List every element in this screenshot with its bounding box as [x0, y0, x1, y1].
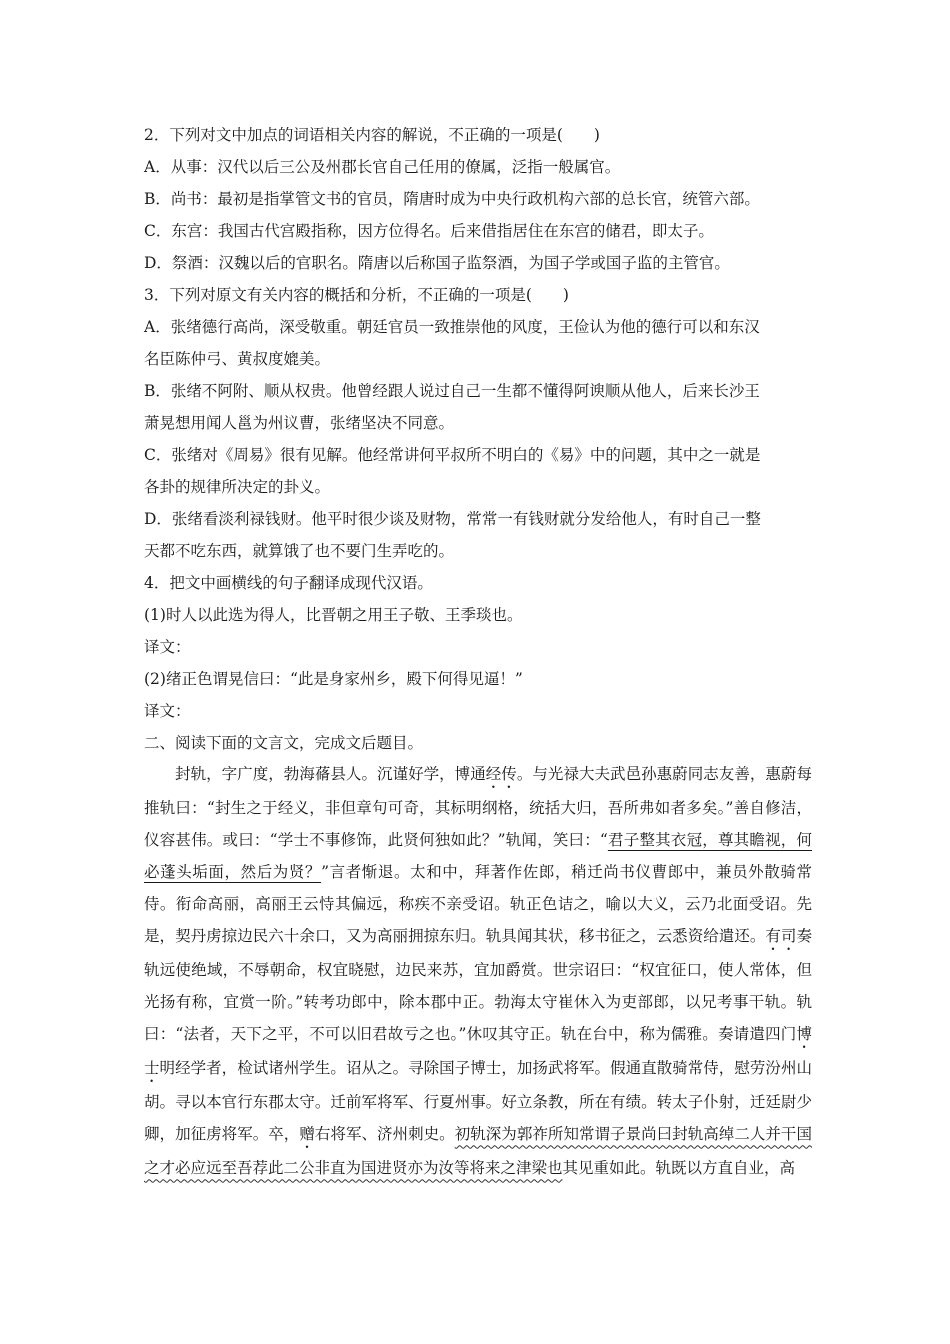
- wavy-underlined-sentence: 初轨深为郭祚所知常谓子景尚曰封轨高绰二人并干国之才必应远至吾荐此二公非直为国进贤亦为汝等将来之津梁也: [144, 1125, 812, 1178]
- passage-text: 。与光禄大夫武邑孙惠蔚同志友善，惠蔚每推轨曰：“封生之于经义，非但章句可奇，其标明纲格，统括大归，吾所弗如者多矣。”善自修洁，仪容甚伟。或曰：“学士不事修饰，此贤何独如此？”轨闻，笑曰：“: [144, 765, 812, 850]
- passage-text: 明经学者，检试诸州学生。诏从之。寻除国子博士，加扬武将军。假通直散骑常侍，慰劳汾州山胡。寻以本官行东郡太守。迁前军将军、行夏州事。好立条教，所在有绩。转太子仆射，迁廷尉少卿，加征虏将军。卒，: [144, 1059, 812, 1144]
- q4-translation-2-label: 译文：: [144, 702, 191, 720]
- q2-stem: 2．下列对文中加点的词语相关内容的解说，不正确的一项是( ): [144, 126, 600, 144]
- passage-text: ”言者惭退。太和中，拜著作佐郎，稍迁尚书仪曹郎中，兼员外散骑常侍。衔命高丽，高丽王云恃其偏远，称疾不亲受诏。轨正色诘之，喻以大义，云乃北面受诏。先是，契丹虏掠边民六十余口，又为高丽拥掠东归。轨具闻其状，移书征之，云悉资给遣还。: [144, 863, 812, 946]
- dotted-term: 赠: [299, 1125, 315, 1144]
- q4-stem: 4．把文中画横线的句子翻译成现代汉语。: [144, 574, 433, 592]
- q3-option-c: C．张绪对《周易》很有见解。他经常讲何平叔所不明白的《易》中的问题，其中之一就是: [144, 446, 761, 464]
- passage-text: 封轨，字广度，勃海蓨县人。沉谨好学，博通: [175, 765, 486, 783]
- passage-text: 其见重如此。轨既以方直自业，高: [562, 1159, 796, 1178]
- q2-option-d: D．祭酒：汉魏以后的官职名。隋唐以后称国子监祭酒，为国子学或国子监的主管官。: [144, 254, 730, 272]
- q4-sentence-1: (1)时人以此选为得人，比晋朝之用王子敬、王季琰也。: [144, 606, 523, 624]
- q4-translation-1-label: 译文：: [144, 638, 191, 656]
- classical-passage: [144, 758, 812, 1184]
- q3-option-d-cont: 天都不吃东西，就算饿了也不要门生弄吃的。: [144, 542, 455, 560]
- q2-option-b: B．尚书：最初是指掌管文书的官员，隋唐时成为中央行政机构六部的总长官，统管六部。: [144, 190, 760, 208]
- passage-text: 右将军、济州刺史。: [314, 1125, 455, 1144]
- dotted-term: 有司: [765, 927, 797, 946]
- q4-sentence-2: (2)绪正色谓晃信曰：“此是身家州乡，殿下何得见逼！”: [144, 670, 523, 688]
- q3-option-b: B．张绪不阿附、顺从权贵。他曾经跟人说过自己一生都不懂得阿谀顺从他人，后来长沙王: [144, 382, 760, 400]
- q3-option-a-cont: 名臣陈仲弓、黄叔度媲美。: [144, 350, 331, 368]
- dotted-term: 经传: [485, 765, 517, 783]
- passage-text: 奏轨远使绝域，不辱朝命，权宜晓慰，边民来苏，宜加爵赏。世宗诏曰：“权宜征口，使人常体，但光扬有称，宜赏一阶。”转考功郎中，除本郡中正。勃海太守崔休入为吏部郎，以兄考事干轨。轨曰：“法者，天下之平，不可以旧君故亏之也。”休叹其守正。轨在台中，称为儒雅。奏请遣四门: [144, 927, 812, 1044]
- q3-stem: 3．下列对原文有关内容的概括和分析，不正确的一项是( ): [144, 286, 569, 304]
- q3-option-a: A．张绪德行高尚，深受敬重。朝廷官员一致推崇他的风度，王俭认为他的德行可以和东汉: [144, 318, 760, 336]
- q2-option-a: A．从事：汉代以后三公及州郡长官自己任用的僚属，泛指一般属官。: [144, 158, 621, 176]
- section2-heading: 二、阅读下面的文言文，完成文后题目。: [144, 734, 424, 752]
- underlined-sentence: 君子整其衣冠，尊其瞻视，何必蓬头垢面，然后为贤？: [144, 831, 812, 882]
- q2-option-c: C．东宫：我国古代宫殿指称，因方位得名。后来借指居住在东宫的储君，即太子。: [144, 222, 714, 240]
- q3-option-d: D．张绪看淡利禄钱财。他平时很少谈及财物，常常一有钱财就分发给他人，有时自己一整: [144, 510, 761, 528]
- q3-option-b-cont: 萧晃想用闻人邕为州议曹，张绪坚决不同意。: [144, 414, 455, 432]
- q3-option-c-cont: 各卦的规律所决定的卦义。: [144, 478, 331, 496]
- dotted-term: 博士: [144, 1025, 812, 1078]
